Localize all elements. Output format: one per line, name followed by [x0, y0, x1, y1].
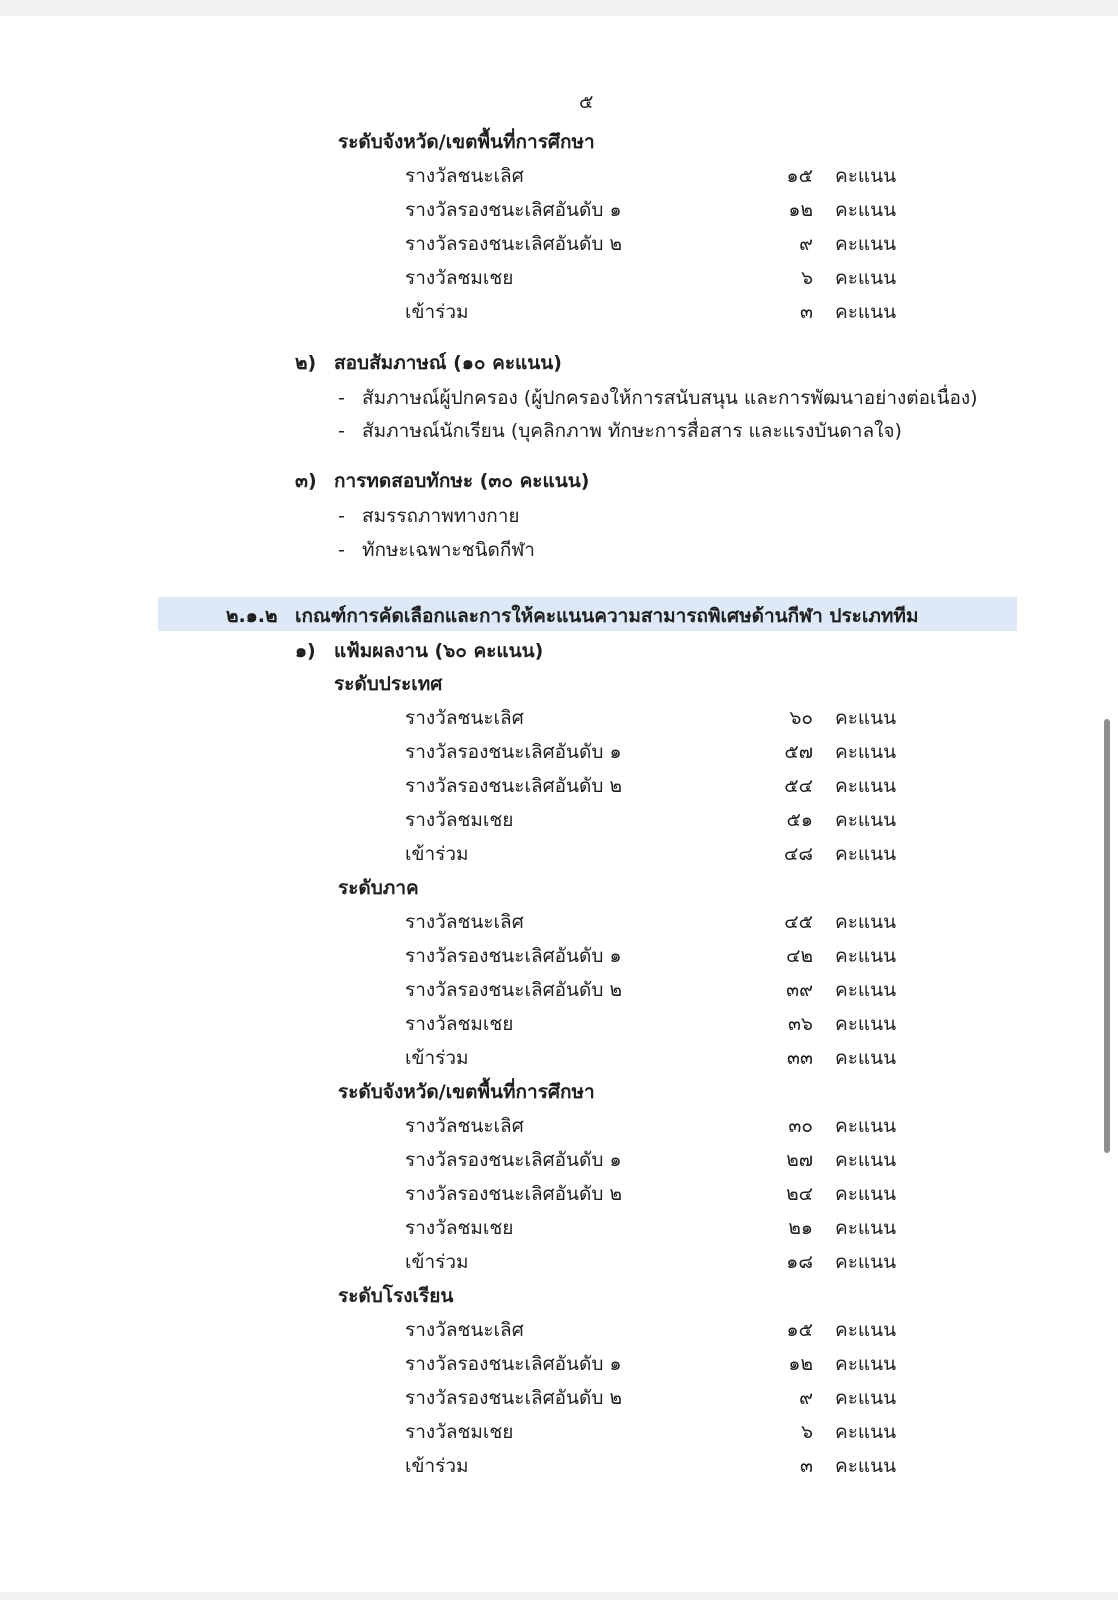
score-unit: คะแนน: [835, 1353, 897, 1375]
score-unit: คะแนน: [835, 1115, 897, 1137]
award-label: รางวัลชมเชย: [405, 1217, 514, 1239]
bullet-text: สัมภาษณ์ผู้ปกครอง (ผู้ปกครองให้การสนับสนุน และการพัฒนาอย่างต่อเนื่อง): [362, 387, 978, 409]
score-unit: คะแนน: [835, 911, 897, 933]
level-title-school: ระดับโรงเรียน: [338, 1285, 454, 1307]
award-label: รางวัลชมเชย: [405, 1013, 514, 1035]
award-label: รางวัลรองชนะเลิศอันดับ ๒: [405, 1387, 623, 1409]
score-value: ๙: [799, 1387, 813, 1409]
score-unit: คะแนน: [835, 1319, 897, 1341]
level-title-provincial: ระดับจังหวัด/เขตพื้นที่การศึกษา: [338, 1081, 595, 1103]
award-label: รางวัลชนะเลิศ: [405, 707, 524, 729]
award-label: เข้าร่วม: [405, 1047, 469, 1069]
bullet-text: สัมภาษณ์นักเรียน (บุคลิกภาพ ทักษะการสื่อสาร และแรงบันดาลใจ): [362, 420, 902, 442]
award-label: เข้าร่วม: [405, 843, 469, 865]
score-row: [405, 1182, 895, 1206]
score-value: ๑๘: [786, 1251, 813, 1273]
award-label: รางวัลชนะเลิศ: [405, 911, 524, 933]
level-title-regional: ระดับภาค: [338, 877, 419, 899]
score-row: [405, 978, 895, 1002]
score-unit: คะแนน: [835, 1149, 897, 1171]
score-row: [405, 1420, 895, 1444]
portfolio-title: แฟ้มผลงาน (๖๐ คะแนน): [334, 640, 544, 662]
score-unit: คะแนน: [835, 1047, 897, 1069]
score-row: [405, 1318, 895, 1342]
score-row: [405, 1216, 895, 1240]
level-title-national: ระดับประเทศ: [334, 673, 443, 695]
score-value: ๑๕: [786, 1319, 813, 1341]
score-row: [405, 706, 895, 730]
score-value: ๒๑: [788, 1217, 813, 1239]
score-row: [405, 198, 895, 222]
score-row: [405, 1352, 895, 1376]
section-title: เกณฑ์การคัดเลือกและการให้คะแนนความสามารถพิเศษด้านกีฬา ประเภททีม: [295, 605, 919, 627]
score-value: ๑๕: [786, 165, 813, 187]
portfolio-number: ๑): [295, 640, 316, 662]
award-label: รางวัลชนะเลิศ: [405, 165, 524, 187]
score-value: ๓๓: [787, 1047, 813, 1069]
score-unit: คะแนน: [835, 1421, 897, 1443]
skill-test-number: ๓): [295, 470, 317, 492]
score-unit: คะแนน: [835, 1251, 897, 1273]
score-value: ๙: [799, 233, 813, 255]
award-label: รางวัลรองชนะเลิศอันดับ ๒: [405, 1183, 623, 1205]
score-row: [405, 1386, 895, 1410]
score-value: ๓: [800, 301, 813, 323]
award-label: รางวัลรองชนะเลิศอันดับ ๑: [405, 199, 622, 221]
bullet-dash: -: [338, 505, 345, 527]
score-row: [405, 1454, 895, 1478]
score-unit: คะแนน: [835, 1013, 897, 1035]
score-row: [405, 1046, 895, 1070]
level-title-provincial-top: ระดับจังหวัด/เขตพื้นที่การศึกษา: [338, 131, 595, 153]
score-unit: คะแนน: [835, 979, 897, 1001]
score-value: ๒๔: [786, 1183, 813, 1205]
bullet-dash: -: [338, 387, 345, 409]
score-value: ๕๔: [784, 775, 813, 797]
award-label: เข้าร่วม: [405, 1251, 469, 1273]
score-value: ๖: [800, 267, 813, 289]
score-value: ๓๐: [788, 1115, 813, 1137]
score-row: [405, 842, 895, 866]
award-label: รางวัลรองชนะเลิศอันดับ ๑: [405, 1149, 622, 1171]
score-value: ๑๒: [788, 1353, 813, 1375]
vertical-scrollbar[interactable]: [1104, 719, 1110, 1153]
score-value: ๔๒: [786, 945, 813, 967]
score-value: ๑๒: [788, 199, 813, 221]
score-value: ๔๕: [784, 911, 813, 933]
score-unit: คะแนน: [835, 707, 897, 729]
score-row: [405, 1114, 895, 1138]
section-number: ๒.๑.๒: [226, 605, 278, 627]
score-unit: คะแนน: [835, 1217, 897, 1239]
score-unit: คะแนน: [835, 1387, 897, 1409]
score-value: ๓๖: [787, 1013, 813, 1035]
award-label: รางวัลชมเชย: [405, 267, 514, 289]
award-label: รางวัลรองชนะเลิศอันดับ ๑: [405, 1353, 622, 1375]
score-value: ๖: [800, 1421, 813, 1443]
score-row: [405, 266, 895, 290]
score-unit: คะแนน: [835, 809, 897, 831]
bullet-dash: -: [338, 539, 345, 561]
score-unit: คะแนน: [835, 233, 897, 255]
score-row: [405, 1250, 895, 1274]
score-row: [405, 774, 895, 798]
score-value: ๒๗: [786, 1149, 813, 1171]
score-unit: คะแนน: [835, 1455, 897, 1477]
award-label: รางวัลรองชนะเลิศอันดับ ๒: [405, 775, 623, 797]
award-label: เข้าร่วม: [405, 301, 469, 323]
score-row: [405, 1012, 895, 1036]
score-value: ๔๘: [783, 843, 813, 865]
score-row: [405, 1148, 895, 1172]
score-row: [405, 944, 895, 968]
award-label: รางวัลรองชนะเลิศอันดับ ๒: [405, 979, 623, 1001]
score-unit: คะแนน: [835, 301, 897, 323]
score-unit: คะแนน: [835, 1183, 897, 1205]
bullet-dash: -: [338, 420, 345, 442]
score-row: [405, 300, 895, 324]
score-value: ๓: [800, 1455, 813, 1477]
score-unit: คะแนน: [835, 945, 897, 967]
interview-number: ๒): [295, 352, 317, 374]
award-label: รางวัลชมเชย: [405, 809, 514, 831]
award-label: รางวัลชนะเลิศ: [405, 1115, 524, 1137]
score-value: ๕๑: [786, 809, 813, 831]
skill-test-title: การทดสอบทักษะ (๓๐ คะแนน): [334, 470, 590, 492]
page-number: ๕: [579, 91, 594, 113]
score-value: ๕๗: [784, 741, 813, 763]
score-row: [405, 232, 895, 256]
score-value: ๓๙: [786, 979, 813, 1001]
score-unit: คะแนน: [835, 741, 897, 763]
score-value: ๖๐: [789, 707, 813, 729]
award-label: รางวัลชนะเลิศ: [405, 1319, 524, 1341]
score-unit: คะแนน: [835, 165, 897, 187]
score-row: [405, 910, 895, 934]
interview-title: สอบสัมภาษณ์ (๑๐ คะแนน): [334, 352, 562, 374]
award-label: รางวัลชมเชย: [405, 1421, 514, 1443]
bullet-text: ทักษะเฉพาะชนิดกีฬา: [362, 539, 535, 561]
bullet-text: สมรรถภาพทางกาย: [362, 505, 520, 527]
score-unit: คะแนน: [835, 199, 897, 221]
score-unit: คะแนน: [835, 843, 897, 865]
award-label: เข้าร่วม: [405, 1455, 469, 1477]
score-row: [405, 808, 895, 832]
score-unit: คะแนน: [835, 775, 897, 797]
score-row: [405, 740, 895, 764]
award-label: รางวัลรองชนะเลิศอันดับ ๑: [405, 741, 622, 763]
score-unit: คะแนน: [835, 267, 897, 289]
award-label: รางวัลรองชนะเลิศอันดับ ๑: [405, 945, 622, 967]
award-label: รางวัลรองชนะเลิศอันดับ ๒: [405, 233, 623, 255]
score-row: [405, 164, 895, 188]
